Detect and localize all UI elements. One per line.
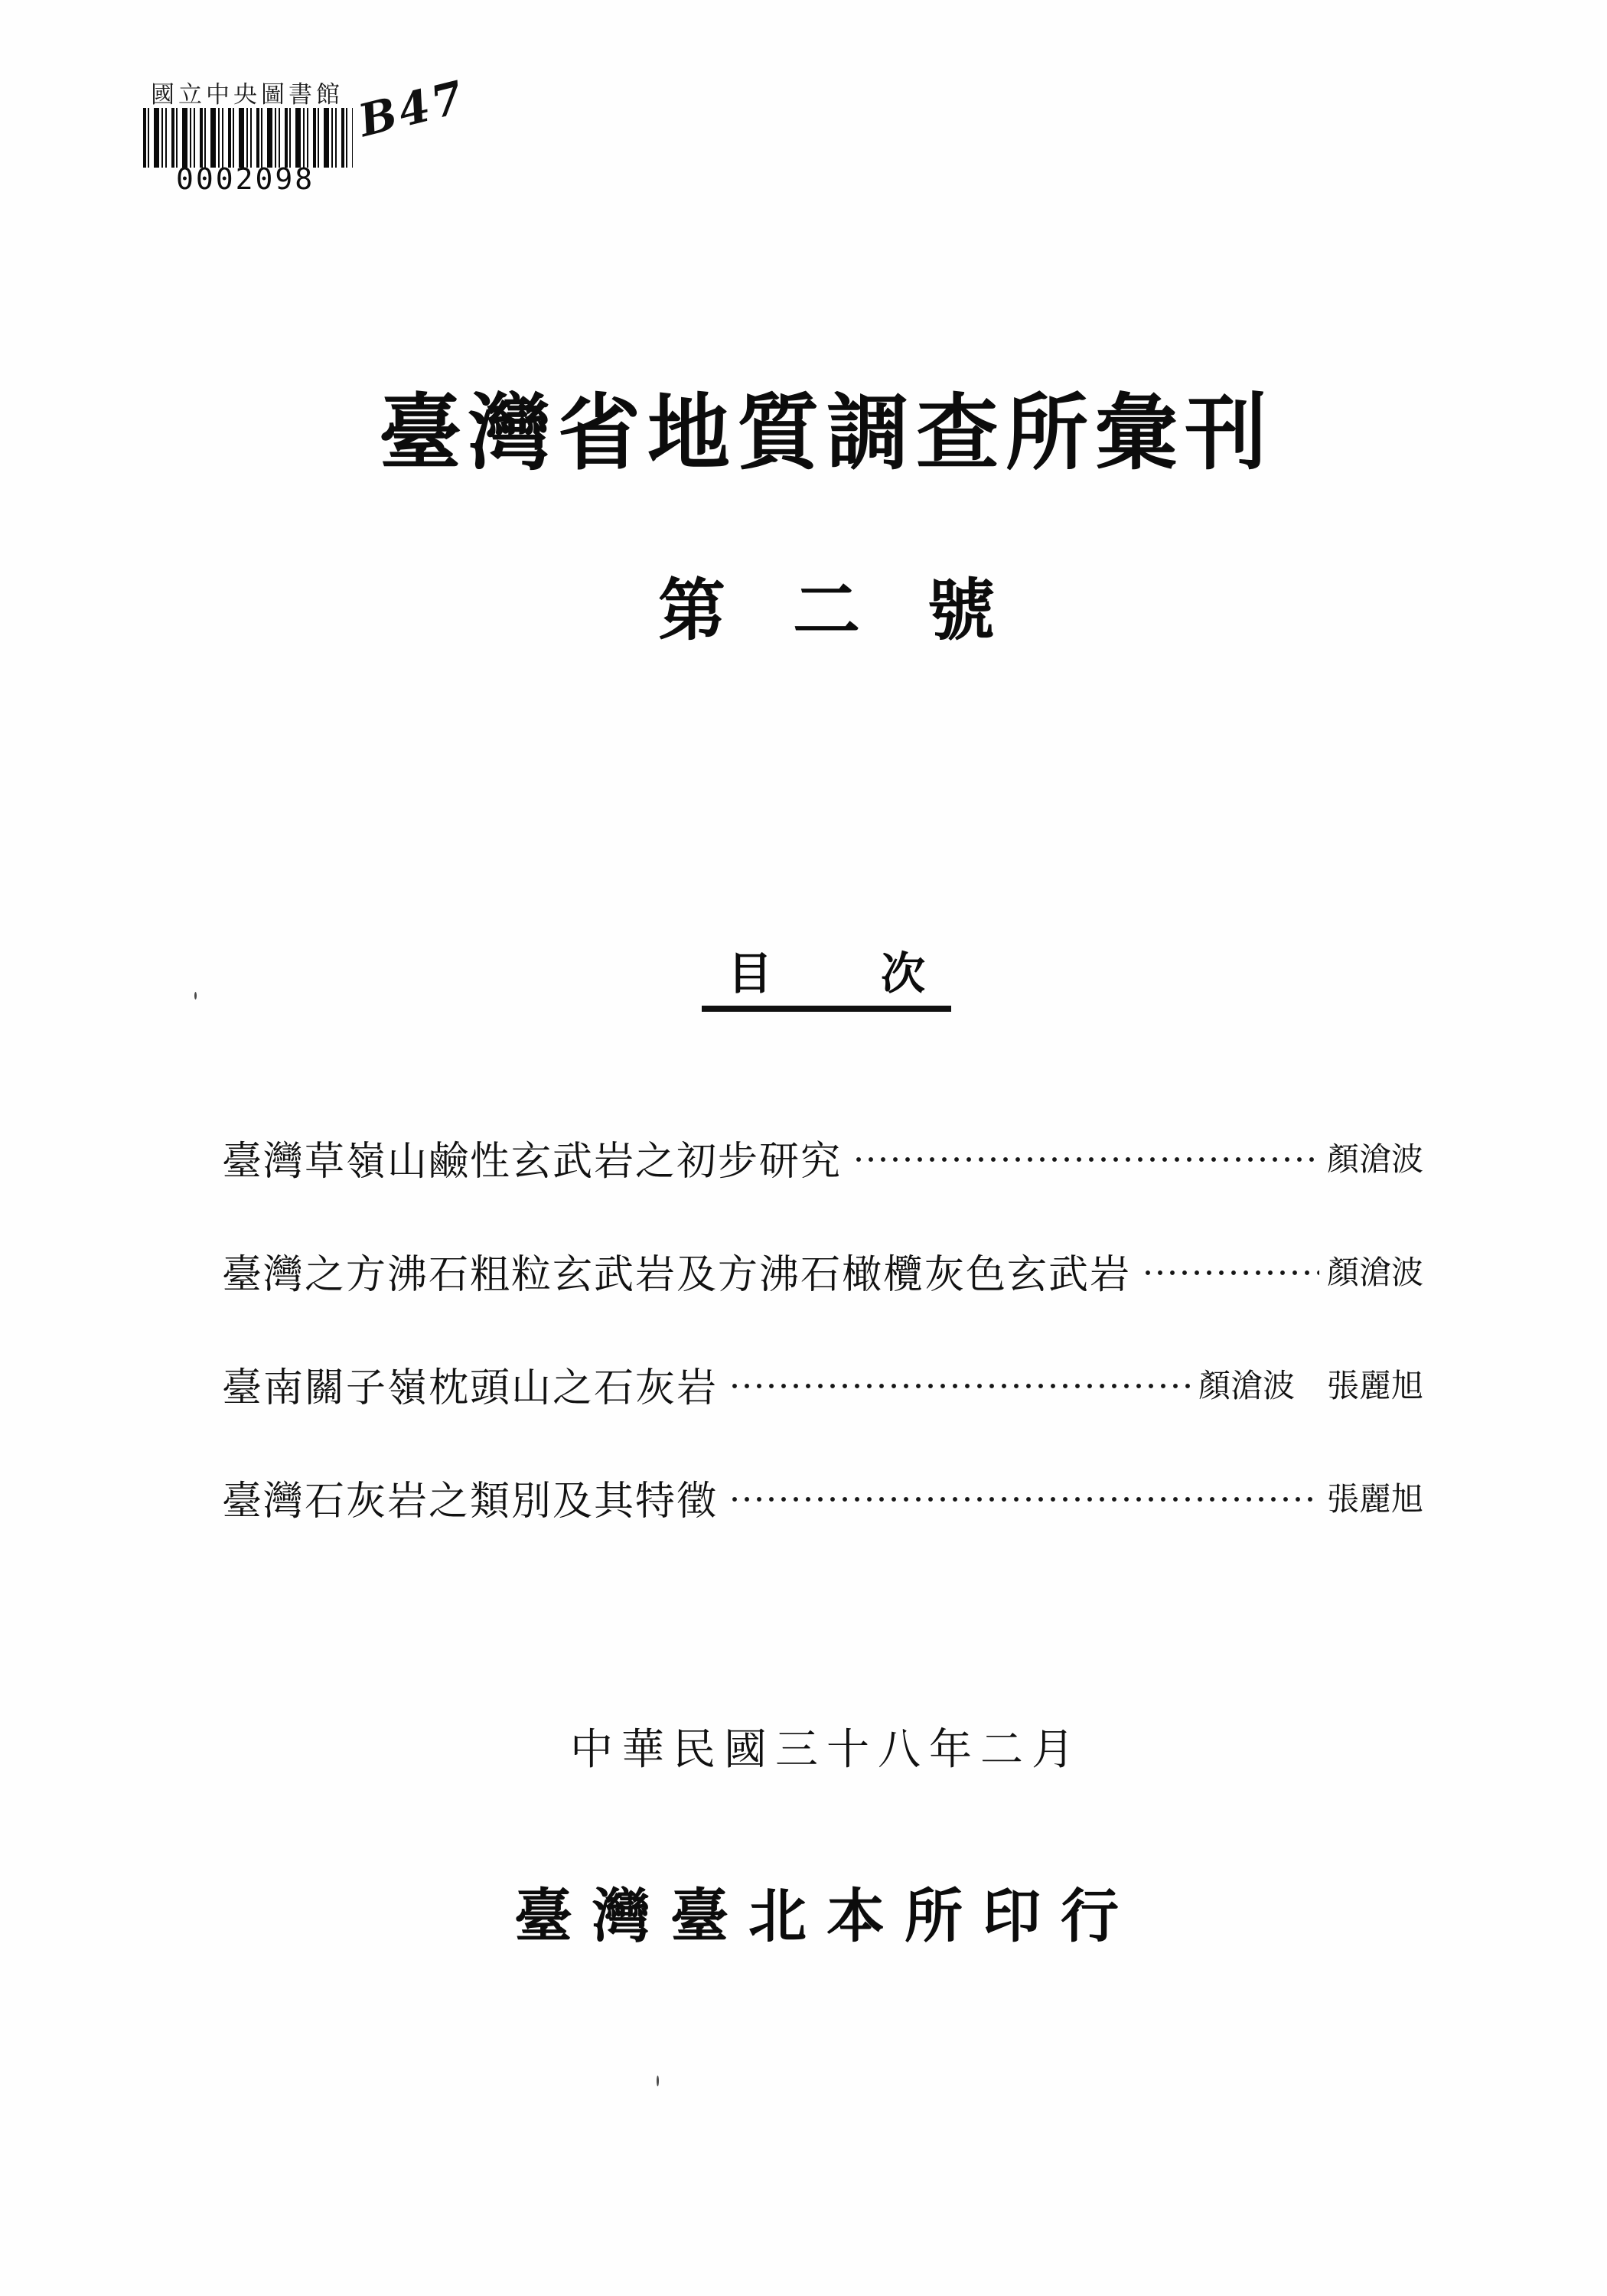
scan-speck xyxy=(194,992,197,1000)
publication-title: 臺灣省地質調查所彙刊 xyxy=(378,389,1274,480)
handwritten-call-number: B47 xyxy=(353,70,471,148)
toc-heading-char: 次 xyxy=(881,949,926,999)
toc-entry-authors: 顏滄波 xyxy=(1326,1143,1423,1178)
toc-entry-title: 臺灣石灰岩之類別及其特徵 xyxy=(222,1479,719,1524)
toc-heading-char: 目 xyxy=(727,949,772,999)
issue-char: 二 xyxy=(792,575,860,649)
toc-entry-authors: 張麗旭 xyxy=(1326,1482,1423,1518)
toc-entry-title: 臺灣之方沸石粗粒玄武岩及方沸石橄欖灰色玄武岩 xyxy=(222,1253,1132,1297)
toc-entry-authors: 顏滄波 張麗旭 xyxy=(1198,1369,1423,1404)
issue-char: 第 xyxy=(657,575,725,649)
barcode-number: 0002098 xyxy=(176,162,315,196)
imprint-column xyxy=(46,0,1607,2296)
toc-entry-title: 臺灣草嶺山鹼性玄武岩之初步研究 xyxy=(222,1140,843,1184)
toc-entry-authors: 顏滄波 xyxy=(1326,1256,1423,1291)
issue-char: 號 xyxy=(927,575,996,649)
publisher-imprint: 臺灣臺北本所印行 xyxy=(514,1885,1139,1949)
toc-entry-title: 臺南關子嶺枕頭山之石灰岩 xyxy=(222,1366,719,1411)
library-stamp-name: 國立中央圖書館 xyxy=(151,81,344,108)
scan-speck xyxy=(657,2076,659,2086)
publication-date: 中華民國三十八年二月 xyxy=(570,1727,1083,1774)
